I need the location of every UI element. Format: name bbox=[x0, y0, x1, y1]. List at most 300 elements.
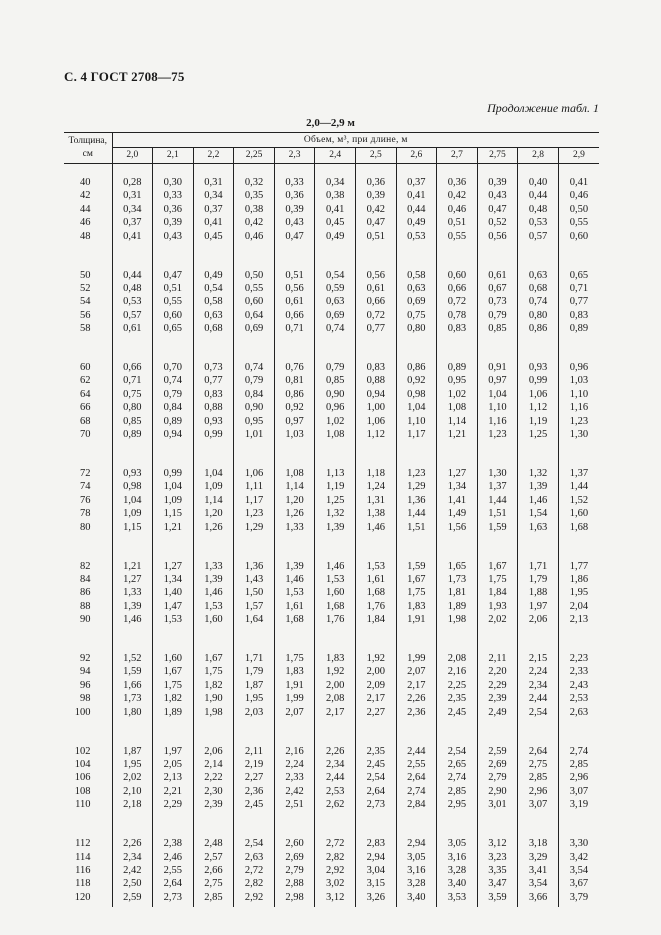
volume-cell: 2,94 bbox=[355, 851, 396, 864]
volume-cell: 2,35 bbox=[437, 692, 478, 705]
volume-cell: 2,84 bbox=[396, 798, 437, 811]
volume-cell: 0,83 bbox=[437, 322, 478, 335]
volume-cell: 1,92 bbox=[315, 665, 356, 678]
volume-cell: 0,43 bbox=[274, 216, 315, 229]
length-header: 2,2 bbox=[193, 148, 234, 164]
volume-cell: 2,74 bbox=[437, 771, 478, 784]
volume-cell: 1,39 bbox=[518, 480, 559, 493]
volume-cell: 0,89 bbox=[112, 428, 153, 441]
volume-cell: 1,14 bbox=[193, 494, 234, 507]
volume-cell: 1,34 bbox=[153, 573, 194, 586]
volume-cell: 0,54 bbox=[193, 282, 234, 295]
volume-cell: 2,74 bbox=[396, 785, 437, 798]
volume-cell: 1,61 bbox=[274, 600, 315, 613]
volume-cell: 2,00 bbox=[315, 679, 356, 692]
volume-cell: 3,12 bbox=[477, 837, 518, 850]
volume-cell: 1,19 bbox=[315, 480, 356, 493]
volume-cell: 1,46 bbox=[518, 494, 559, 507]
volume-cell: 1,67 bbox=[477, 560, 518, 573]
thickness-cell: 96 bbox=[64, 679, 112, 692]
thickness-cell: 40 bbox=[64, 176, 112, 189]
volume-cell: 0,71 bbox=[274, 322, 315, 335]
volume-cell: 1,40 bbox=[153, 586, 194, 599]
volume-cell: 2,23 bbox=[569, 653, 589, 665]
volume-cell: 0,92 bbox=[274, 401, 315, 414]
length-header: 2,3 bbox=[274, 148, 315, 164]
volume-cell: 2,00 bbox=[355, 665, 396, 678]
table-row bbox=[64, 428, 599, 441]
table-row bbox=[64, 864, 599, 877]
length-header: 2,4 bbox=[315, 148, 356, 164]
volume-cell: 0,30 bbox=[153, 176, 194, 189]
volume-cell: 1,86 bbox=[569, 573, 589, 585]
group-spacer bbox=[64, 243, 599, 269]
volume-cell: 3,54 bbox=[518, 877, 559, 890]
volume-cell: 3,59 bbox=[477, 891, 518, 904]
volume-cell: 1,21 bbox=[437, 428, 478, 441]
volume-cell: 2,96 bbox=[569, 772, 589, 784]
thickness-cell: 116 bbox=[64, 864, 112, 877]
volume-cell: 0,52 bbox=[477, 216, 518, 229]
volume-cell: 1,19 bbox=[518, 415, 559, 428]
volume-cell: 3,26 bbox=[355, 891, 396, 904]
volume-cell: 1,09 bbox=[193, 480, 234, 493]
volume-cell: 1,33 bbox=[193, 560, 234, 573]
thickness-cell: 118 bbox=[64, 877, 112, 890]
volume-cell: 1,04 bbox=[153, 480, 194, 493]
volume-cell: 1,98 bbox=[193, 706, 234, 719]
section-title: 2,0—2,9 м bbox=[306, 117, 355, 129]
volume-cell: 2,13 bbox=[153, 771, 194, 784]
volume-cell: 2,98 bbox=[274, 891, 315, 904]
volume-cell: 2,06 bbox=[518, 613, 559, 626]
table-row bbox=[64, 745, 599, 758]
volume-cell: 1,03 bbox=[274, 428, 315, 441]
volume-cell: 1,53 bbox=[315, 573, 356, 586]
volume-cell: 2,29 bbox=[477, 679, 518, 692]
volume-cell: 1,50 bbox=[234, 586, 275, 599]
table-row bbox=[64, 269, 599, 282]
volume-cell: 0,53 bbox=[396, 230, 437, 243]
table-row bbox=[64, 613, 599, 626]
volume-cell: 2,18 bbox=[112, 798, 153, 811]
volume-cell: 1,91 bbox=[396, 613, 437, 626]
volume-cell: 0,44 bbox=[396, 203, 437, 216]
length-header: 2,6 bbox=[396, 148, 437, 164]
volume-cell: 1,76 bbox=[355, 600, 396, 613]
volume-cell: 1,44 bbox=[477, 494, 518, 507]
volume-cell: 0,86 bbox=[518, 322, 559, 335]
volume-cell: 0,37 bbox=[112, 216, 153, 229]
volume-cell: 2,07 bbox=[274, 706, 315, 719]
thickness-cell: 74 bbox=[64, 480, 112, 493]
volume-cell: 1,89 bbox=[437, 600, 478, 613]
volume-cell: 0,99 bbox=[153, 467, 194, 480]
volume-cell: 2,82 bbox=[315, 851, 356, 864]
table-row bbox=[64, 652, 599, 665]
volume-cell: 2,20 bbox=[477, 665, 518, 678]
volume-cell: 0,61 bbox=[112, 322, 153, 335]
volume-cell: 2,94 bbox=[396, 837, 437, 850]
table-row bbox=[64, 560, 599, 573]
volume-cell: 3,15 bbox=[355, 877, 396, 890]
volume-cell: 0,69 bbox=[234, 322, 275, 335]
table-row bbox=[64, 706, 599, 719]
volume-cell: 1,89 bbox=[153, 706, 194, 719]
volume-cell: 2,21 bbox=[153, 785, 194, 798]
volume-cell: 1,00 bbox=[355, 401, 396, 414]
volume-cell: 0,77 bbox=[569, 296, 589, 308]
volume-cell: 0,58 bbox=[396, 269, 437, 282]
volume-cell: 1,27 bbox=[112, 573, 153, 586]
volume-cell: 1,95 bbox=[234, 692, 275, 705]
volume-cell: 1,10 bbox=[396, 415, 437, 428]
volume-cell: 1,23 bbox=[396, 467, 437, 480]
volume-cell: 0,97 bbox=[274, 415, 315, 428]
volume-cell: 0,39 bbox=[355, 189, 396, 202]
volume-cell: 1,67 bbox=[153, 665, 194, 678]
volume-cell: 0,93 bbox=[518, 361, 559, 374]
volume-cell: 0,45 bbox=[315, 216, 356, 229]
table-row bbox=[64, 600, 599, 613]
volume-cell: 1,47 bbox=[153, 600, 194, 613]
volume-cell: 3,18 bbox=[518, 837, 559, 850]
volume-cell: 1,04 bbox=[396, 401, 437, 414]
volume-cell: 2,85 bbox=[518, 771, 559, 784]
thickness-cell: 84 bbox=[64, 573, 112, 586]
volume-cell: 2,88 bbox=[274, 877, 315, 890]
volume-cell: 2,26 bbox=[396, 692, 437, 705]
volume-cell: 2,27 bbox=[355, 706, 396, 719]
volume-cell: 0,49 bbox=[315, 230, 356, 243]
volume-cell: 0,55 bbox=[437, 230, 478, 243]
volume-cell: 1,06 bbox=[234, 467, 275, 480]
thickness-cell: 80 bbox=[64, 521, 112, 534]
volume-cell: 2,17 bbox=[315, 706, 356, 719]
volume-cell: 2,64 bbox=[518, 745, 559, 758]
volume-cell: 2,08 bbox=[315, 692, 356, 705]
length-header: 2,25 bbox=[234, 148, 275, 164]
volume-cell: 1,54 bbox=[518, 507, 559, 520]
volume-cell: 1,83 bbox=[396, 600, 437, 613]
volume-cell: 3,12 bbox=[315, 891, 356, 904]
volume-cell: 1,25 bbox=[315, 494, 356, 507]
volume-cell: 1,04 bbox=[477, 388, 518, 401]
volume-cell: 2,39 bbox=[193, 798, 234, 811]
volume-cell: 2,60 bbox=[274, 837, 315, 850]
volume-cell: 1,30 bbox=[477, 467, 518, 480]
table-row bbox=[64, 586, 599, 599]
volume-cell: 3,19 bbox=[569, 799, 589, 811]
volume-cell: 0,98 bbox=[396, 388, 437, 401]
volume-cell: 2,85 bbox=[569, 759, 589, 770]
volume-cell: 1,59 bbox=[396, 560, 437, 573]
volume-cell: 3,07 bbox=[518, 798, 559, 811]
volume-cell: 1,52 bbox=[112, 652, 153, 665]
volume-cell: 1,71 bbox=[518, 560, 559, 573]
volume-cell: 0,36 bbox=[153, 203, 194, 216]
volume-cell: 3,28 bbox=[396, 877, 437, 890]
volume-cell: 1,21 bbox=[112, 560, 153, 573]
volume-cell: 2,26 bbox=[315, 745, 356, 758]
volume-cell: 1,81 bbox=[437, 586, 478, 599]
volume-cell: 2,42 bbox=[274, 785, 315, 798]
thickness-cell: 60 bbox=[64, 361, 112, 374]
thickness-cell: 70 bbox=[64, 428, 112, 441]
thickness-column-header bbox=[64, 133, 112, 164]
table-row bbox=[64, 771, 599, 784]
volume-cell: 1,93 bbox=[477, 600, 518, 613]
volume-cell: 1,26 bbox=[193, 521, 234, 534]
volume-cell: 0,34 bbox=[193, 189, 234, 202]
volume-cell: 0,45 bbox=[193, 230, 234, 243]
volume-cell: 0,53 bbox=[112, 295, 153, 308]
volume-cell: 1,39 bbox=[112, 600, 153, 613]
volume-cell: 3,28 bbox=[437, 864, 478, 877]
volume-cell: 2,79 bbox=[477, 771, 518, 784]
volume-cell: 2,59 bbox=[477, 745, 518, 758]
volume-cell: 1,60 bbox=[193, 613, 234, 626]
volume-cell: 2,59 bbox=[112, 891, 153, 904]
volume-cell: 1,10 bbox=[569, 388, 589, 400]
volume-cell: 1,04 bbox=[193, 467, 234, 480]
table-padding-row bbox=[64, 904, 599, 907]
table-row bbox=[64, 480, 599, 493]
volume-cell: 2,34 bbox=[112, 851, 153, 864]
volume-cell: 0,89 bbox=[437, 361, 478, 374]
volume-cell: 1,97 bbox=[518, 600, 559, 613]
volume-cell: 0,31 bbox=[112, 189, 153, 202]
volume-cell: 0,81 bbox=[274, 374, 315, 387]
length-header: 2,7 bbox=[437, 148, 478, 164]
table-row bbox=[64, 467, 599, 480]
volume-cell: 2,35 bbox=[355, 745, 396, 758]
volume-cell: 0,75 bbox=[396, 309, 437, 322]
volume-cell: 0,94 bbox=[355, 388, 396, 401]
volume-cell: 1,36 bbox=[396, 494, 437, 507]
volume-cell: 1,83 bbox=[315, 652, 356, 665]
volume-cell: 0,63 bbox=[193, 309, 234, 322]
length-header: 2,9 bbox=[558, 148, 599, 164]
volume-cell: 1,20 bbox=[274, 494, 315, 507]
volume-cell: 2,33 bbox=[274, 771, 315, 784]
volume-cell: 1,71 bbox=[234, 652, 275, 665]
volume-cell: 0,53 bbox=[518, 216, 559, 229]
volume-cell: 1,31 bbox=[355, 494, 396, 507]
table-row bbox=[64, 494, 599, 507]
volume-cell: 0,36 bbox=[274, 189, 315, 202]
volume-cell: 3,05 bbox=[396, 851, 437, 864]
volume-cell: 0,57 bbox=[518, 230, 559, 243]
table-row bbox=[64, 203, 599, 216]
volume-table bbox=[64, 132, 599, 907]
volume-cell: 1,68 bbox=[569, 521, 589, 533]
volume-cell: 0,96 bbox=[569, 362, 589, 374]
volume-cell: 1,53 bbox=[193, 600, 234, 613]
volume-cell: 1,84 bbox=[477, 586, 518, 599]
volume-cell: 1,73 bbox=[112, 692, 153, 705]
volume-cell: 0,84 bbox=[234, 388, 275, 401]
thickness-cell: 52 bbox=[64, 282, 112, 295]
volume-cell: 0,55 bbox=[153, 295, 194, 308]
volume-cell: 2,49 bbox=[477, 706, 518, 719]
table-row bbox=[64, 837, 599, 850]
volume-cell: 1,29 bbox=[234, 521, 275, 534]
volume-cell: 2,57 bbox=[193, 851, 234, 864]
volume-cell: 0,98 bbox=[112, 480, 153, 493]
table-row bbox=[64, 176, 599, 189]
volume-cell: 0,80 bbox=[112, 401, 153, 414]
volume-cell: 1,27 bbox=[437, 467, 478, 480]
volume-cell: 2,05 bbox=[153, 758, 194, 771]
volume-cell: 2,54 bbox=[518, 706, 559, 719]
volume-cell: 2,79 bbox=[274, 864, 315, 877]
group-spacer bbox=[64, 442, 599, 468]
group-spacer bbox=[64, 336, 599, 362]
volume-cell: 1,87 bbox=[112, 745, 153, 758]
volume-cell: 0,92 bbox=[396, 374, 437, 387]
volume-cell: 1,44 bbox=[396, 507, 437, 520]
thickness-cell: 68 bbox=[64, 415, 112, 428]
volume-cell: 1,52 bbox=[569, 494, 589, 506]
volume-cell: 0,88 bbox=[355, 374, 396, 387]
volume-cell: 0,54 bbox=[315, 269, 356, 282]
volume-cell: 2,75 bbox=[193, 877, 234, 890]
volume-cell: 0,67 bbox=[477, 282, 518, 295]
volume-cell: 0,99 bbox=[193, 428, 234, 441]
volume-cell: 0,88 bbox=[193, 401, 234, 414]
table-row bbox=[64, 758, 599, 771]
volume-cell: 1,80 bbox=[112, 706, 153, 719]
volume-cell: 1,99 bbox=[396, 652, 437, 665]
volume-cell: 2,08 bbox=[437, 652, 478, 665]
thickness-cell: 114 bbox=[64, 851, 112, 864]
volume-cell: 2,03 bbox=[234, 706, 275, 719]
volume-cell: 0,74 bbox=[153, 374, 194, 387]
volume-cell: 2,73 bbox=[153, 891, 194, 904]
volume-cell: 2,39 bbox=[477, 692, 518, 705]
volume-cell: 0,70 bbox=[153, 361, 194, 374]
volume-cell: 2,27 bbox=[234, 771, 275, 784]
thickness-cell: 102 bbox=[64, 745, 112, 758]
volume-cell: 1,60 bbox=[569, 508, 589, 520]
volume-cell: 1,53 bbox=[153, 613, 194, 626]
volume-cell: 2,63 bbox=[569, 706, 589, 718]
volume-cell: 2,73 bbox=[355, 798, 396, 811]
volume-cell: 1,02 bbox=[315, 415, 356, 428]
thickness-cell: 86 bbox=[64, 586, 112, 599]
volume-cell: 0,46 bbox=[569, 190, 589, 202]
volume-cell: 0,93 bbox=[193, 415, 234, 428]
volume-cell: 0,49 bbox=[396, 216, 437, 229]
volume-cell: 2,92 bbox=[315, 864, 356, 877]
thickness-cell: 44 bbox=[64, 203, 112, 216]
volume-cell: 1,06 bbox=[518, 388, 559, 401]
volume-cell: 1,03 bbox=[569, 375, 589, 387]
volume-cell: 3,40 bbox=[437, 877, 478, 890]
volume-cell: 1,36 bbox=[234, 560, 275, 573]
thickness-cell: 58 bbox=[64, 322, 112, 335]
volume-cell: 2,96 bbox=[518, 785, 559, 798]
volume-cell: 0,55 bbox=[569, 217, 589, 229]
thickness-cell: 76 bbox=[64, 494, 112, 507]
volume-cell: 2,29 bbox=[153, 798, 194, 811]
volume-cell: 0,60 bbox=[437, 269, 478, 282]
volume-cell: 1,76 bbox=[315, 613, 356, 626]
volume-column-header: Объем, м³, при длине, м bbox=[112, 133, 599, 148]
volume-cell: 1,09 bbox=[153, 494, 194, 507]
volume-cell: 1,67 bbox=[396, 573, 437, 586]
volume-cell: 2,55 bbox=[396, 758, 437, 771]
volume-cell: 2,90 bbox=[477, 785, 518, 798]
volume-cell: 1,56 bbox=[437, 521, 478, 534]
volume-cell: 0,34 bbox=[315, 176, 356, 189]
volume-cell: 0,44 bbox=[112, 269, 153, 282]
thickness-header-line2: см bbox=[82, 149, 93, 159]
volume-cell: 1,43 bbox=[234, 573, 275, 586]
volume-cell: 0,72 bbox=[355, 309, 396, 322]
volume-cell: 2,44 bbox=[396, 745, 437, 758]
volume-cell: 0,61 bbox=[477, 269, 518, 282]
volume-cell: 2,17 bbox=[396, 679, 437, 692]
volume-cell: 0,58 bbox=[193, 295, 234, 308]
volume-cell: 0,83 bbox=[355, 361, 396, 374]
volume-cell: 2,38 bbox=[153, 837, 194, 850]
volume-cell: 1,75 bbox=[477, 573, 518, 586]
volume-cell: 3,42 bbox=[569, 851, 589, 863]
volume-cell: 1,27 bbox=[153, 560, 194, 573]
volume-cell: 3,29 bbox=[518, 851, 559, 864]
volume-cell: 3,16 bbox=[437, 851, 478, 864]
volume-cell: 0,39 bbox=[274, 203, 315, 216]
table-row bbox=[64, 692, 599, 705]
length-header: 2,5 bbox=[355, 148, 396, 164]
volume-cell: 0,47 bbox=[477, 203, 518, 216]
volume-cell: 1,24 bbox=[355, 480, 396, 493]
volume-cell: 0,94 bbox=[153, 428, 194, 441]
group-spacer bbox=[64, 627, 599, 653]
table-row bbox=[64, 507, 599, 520]
thickness-cell: 108 bbox=[64, 785, 112, 798]
volume-cell: 0,39 bbox=[153, 216, 194, 229]
volume-cell: 1,21 bbox=[153, 521, 194, 534]
volume-cell: 1,30 bbox=[569, 429, 589, 441]
volume-cell: 0,89 bbox=[569, 323, 589, 335]
volume-cell: 0,61 bbox=[274, 295, 315, 308]
thickness-cell: 46 bbox=[64, 216, 112, 229]
volume-cell: 3,02 bbox=[315, 877, 356, 890]
volume-cell: 0,51 bbox=[437, 216, 478, 229]
volume-cell: 1,98 bbox=[437, 613, 478, 626]
volume-cell: 1,75 bbox=[193, 665, 234, 678]
volume-cell: 0,31 bbox=[193, 176, 234, 189]
volume-cell: 0,72 bbox=[437, 295, 478, 308]
volume-cell: 0,76 bbox=[274, 361, 315, 374]
volume-cell: 1,67 bbox=[193, 652, 234, 665]
thickness-header-line1: Толщина, bbox=[68, 136, 108, 146]
volume-cell: 1,23 bbox=[234, 507, 275, 520]
volume-cell: 1,66 bbox=[112, 679, 153, 692]
volume-cell: 2,66 bbox=[193, 864, 234, 877]
volume-cell: 1,46 bbox=[112, 613, 153, 626]
volume-cell: 2,11 bbox=[477, 652, 518, 665]
volume-cell: 1,10 bbox=[477, 401, 518, 414]
volume-cell: 1,60 bbox=[153, 652, 194, 665]
volume-cell: 0,86 bbox=[396, 361, 437, 374]
volume-cell: 2,04 bbox=[569, 600, 589, 612]
volume-cell: 2,63 bbox=[234, 851, 275, 864]
table-row bbox=[64, 309, 599, 322]
